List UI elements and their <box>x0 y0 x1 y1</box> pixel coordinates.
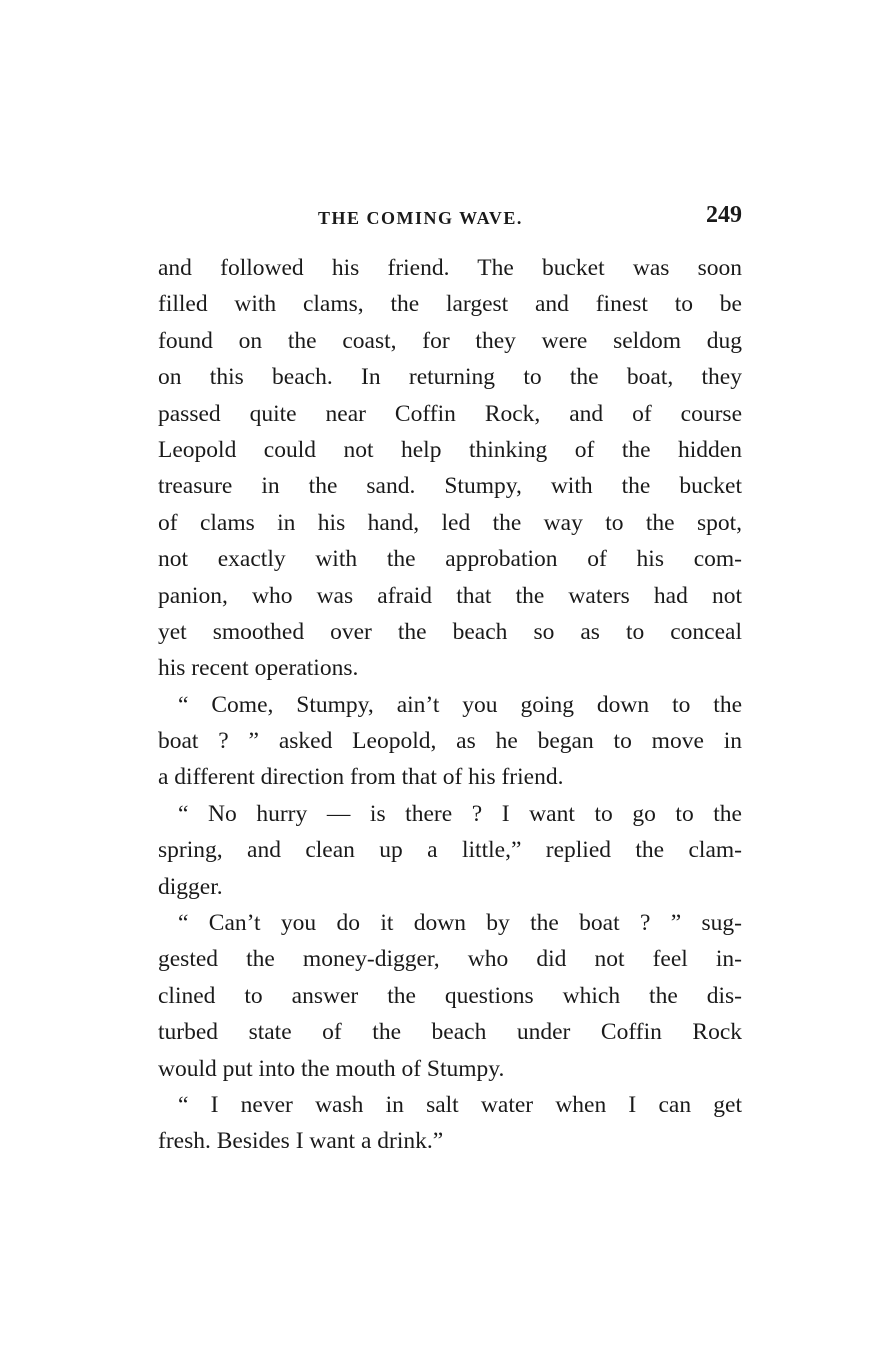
text-line: “ Can’t you do it down by the boat ? ” sug- <box>178 910 742 937</box>
text-line: digger. <box>158 873 223 900</box>
text-line: clined to answer the questions which the dis- <box>158 982 742 1009</box>
page-header <box>0 200 744 234</box>
text-line: of clams in his hand, led the way to the spot, <box>158 509 742 536</box>
text-line: a different direction from that of his friend. <box>158 764 564 791</box>
text-line: his recent operations. <box>158 655 359 682</box>
page-body-text <box>158 250 742 1160</box>
text-line: and followed his friend. The bucket was soon <box>158 255 742 281</box>
text-line: turbed state of the beach under Coffin Rock <box>158 1019 742 1046</box>
text-line: not exactly with the approbation of his com- <box>158 546 742 573</box>
text-line: “ Come, Stumpy, ain’t you going down to the <box>178 691 742 718</box>
page-number: 249 <box>706 202 742 228</box>
text-line: spring, and clean up a little,” replied the clam- <box>158 837 742 864</box>
text-line: on this beach. In returning to the boat, they <box>158 364 742 391</box>
text-line: treasure in the sand. Stumpy, with the bucket <box>158 473 742 500</box>
text-line: “ No hurry — is there ? I want to go to the <box>178 800 742 827</box>
text-line: would put into the mouth of Stumpy. <box>158 1055 505 1082</box>
text-line: fresh. Besides I want a drink.” <box>158 1128 444 1155</box>
running-title: THE COMING WAVE. <box>318 208 523 228</box>
text-line: passed quite near Coffin Rock, and of course <box>158 400 742 427</box>
text-line: yet smoothed over the beach so as to conceal <box>158 618 742 645</box>
text-line: panion, who was afraid that the waters had not <box>158 582 742 609</box>
text-line: boat ? ” asked Leopold, as he began to move in <box>158 728 742 755</box>
text-line: found on the coast, for they were seldom dug <box>158 327 742 354</box>
text-line: gested the money-digger, who did not feel in- <box>158 946 742 973</box>
text-line: filled with clams, the largest and finest to be <box>158 291 742 318</box>
text-line: Leopold could not help thinking of the hidden <box>158 436 742 463</box>
text-line: “ I never wash in salt water when I can get <box>178 1091 742 1118</box>
